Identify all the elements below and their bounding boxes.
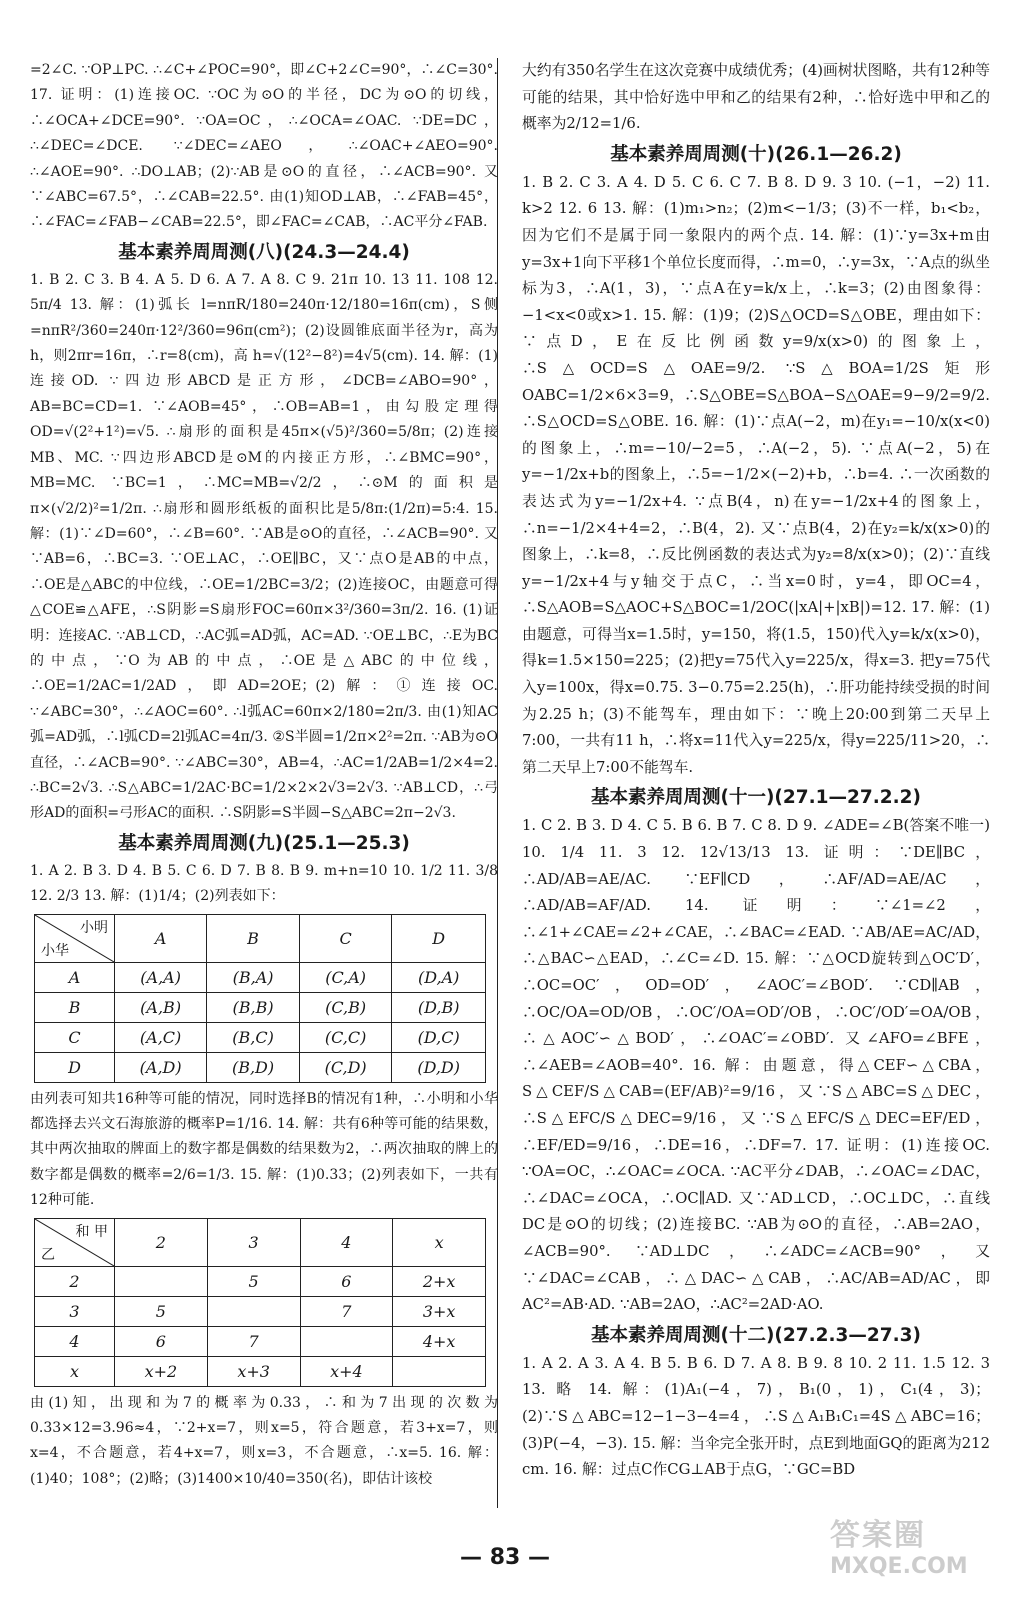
answer-text-ch12: 1. A 2. A 3. A 4. B 5. B 6. D 7. A 8. B 9. 8 10. 2 11. 1.5 12. 3 13. 略 14. 解：(1)A₁(−4，7)，B₁(0，1)，C₁(4，3)；(2)∵S△ABC=12−1−3−4=4，∴S△A₁B₁C₁=4S△ABC=16；(3)P(−4，−3). 15. 解：当伞完全张开时，点E到地面GQ的距离为212 cm. 16. 解：过点C作CG⊥AB于点G，∵GC=BD	[522, 1354, 990, 1479]
table-header-cell: A	[115, 914, 207, 962]
table-corner-cell: 和 甲 乙	[35, 1218, 115, 1266]
table-row: C (A,C) (B,C) (C,C) (D,C)	[35, 1022, 486, 1052]
table-header-cell: 4	[300, 1218, 393, 1266]
answer-text-ch9-d: 大约有350名学生在这次竞赛中成绩优秀；(4)画树状图略，共有12种等可能的结果，其中恰好选中甲和乙的结果有2种，∴恰好选中甲和乙的概率为2/12=1/6.	[522, 62, 990, 133]
table-header-cell: 2	[115, 1218, 208, 1266]
table-row: x x+2 x+3 x+4	[35, 1356, 486, 1386]
table-row: A (A,A) (B,A) (C,A) (D,A)	[35, 962, 486, 992]
answer-text-ch9-b: 由列表可知共16种等可能的情况，同时选择B的情况有1种，∴小明和小华都选择去兴文石海旅游的概率P=1/16. 14. 解：共有6种等可能的结果数，其中两次抽取的牌面上的数字都是偶数的结果数为2，∴两次抽取的牌上的数字都是偶数的概率=2/6=1/3. 15. 解：(1)0.33；(2)列表如下，一共有12种可能.	[30, 1090, 498, 1209]
answer-text-ch9-a: 1. A 2. B 3. D 4. B 5. C 6. D 7. B 8. B 9. m+n=10 10. 1/2 11. 3/8 12. 2/3 13. 解：(1)1/4；(2)列表如下：	[30, 862, 498, 905]
table-header-cell: D	[392, 914, 486, 962]
probability-table-1	[34, 914, 486, 1083]
table-row: 4 6 7 4+x	[35, 1326, 486, 1356]
table-header-cell: x	[393, 1218, 486, 1266]
left-column	[30, 58, 498, 1492]
section-heading-9: 基本素养周周测(九)(25.1—25.3)	[118, 832, 410, 854]
table-row: B (A,B) (B,B) (C,B) (D,B)	[35, 992, 486, 1022]
table-header-cell: B	[207, 914, 300, 962]
section-heading-11: 基本素养周周测(十一)(27.1—27.2.2)	[590, 787, 921, 809]
section-heading-8: 基本素养周周测(八)(24.3—24.4)	[118, 241, 410, 263]
answer-text-ch8: 1. B 2. C 3. B 4. A 5. D 6. A 7. A 8. C 9. 21π 10. 13 11. 108 12. 5π/4 13. 解：(1)弧长 l=nπR/180=240π·12/180=16π(cm)，S侧=nπR²/360=240π·12²/360=96π(cm²)；(2)设圆锥底面半径为r，高为h，则2πr=16π，∴r=8(cm)，高 h=√(12²−8²)=4√5(cm). 14. 解：(1)连接OD. ∵四边形ABCD是正方形，∠DCB=∠ABO=90°，AB=BC=CD=1. ∵∠AOB=45°，∴OB=AB=1，由勾股定理得OD=√(2²+1²)=√5. ∴扇形的面积是45π×(√5)²/360=5/8π；(2)连接MB、MC. ∵四边形ABCD是⊙M的内接正方形，∴∠BMC=90°，MB=MC. ∵BC=1，∴MC=MB=√2/2，∴⊙M的面积是π×(√2/2)²=1/2π. ∴扇形和圆形纸板的面积比是5/8π:(1/2π)=5:4. 15. 解：(1)∵∠D=60°，∴∠B=60°. ∵AB是⊙O的直径，∴∠ACB=90°. 又∵AB=6，∴BC=3. ∵OE⊥AC，∴OE∥BC，又∵点O是AB的中点，∴OE是△ABC的中位线，∴OE=1/2BC=3/2；(2)连接OC，由题意可得△COE≌△AFE，∴S阴影=S扇形FOC=60π×3²/360=3π/2. 16. (1)证明：连接AC. ∵AB⊥CD，∴AC弧=AD弧，AC=AD. ∵OE⊥BC，∴E为BC的中点，∵O为AB的中点，∴OE是△ABC的中位线，∴OE=1/2AC=1/2AD，即AD=2OE；(2)解：①连接OC. ∵∠ABC=30°，∴∠AOC=60°. ∴l弧AC=60π×2/180=2π/3. 由(1)知AC弧=AD弧，∴l弧CD=2l弧AC=4π/3. ②S半圆=1/2π×2²=2π. ∵AB为⊙O直径，∴∠ACB=90°. ∵∠ABC=30°，AB=4，∴AC=1/2AB=1/2×4=2. ∴BC=2√3. ∴S△ABC=1/2AC·BC=1/2×2×2√3=2√3. ∵AB⊥CD，∴弓形AD的面积=弓形AC的面积. ∴S阴影=S半圆−S△ABC=2π−2√3.	[30, 271, 498, 822]
section-heading-10: 基本素养周周测(十)(26.1—26.2)	[610, 143, 902, 165]
table-header-cell: C	[299, 914, 391, 962]
table-corner-cell: 小明 小华	[35, 914, 115, 962]
table-row: 2 5 6 2+x	[35, 1266, 486, 1296]
answer-text-ch7-end: =2∠C. ∵OP⊥PC. ∴∠C+∠POC=90°，即∠C+2∠C=90°，∴∠C=30°. 17. 证明：(1)连接OC. ∵OC为⊙O的半径，DC为⊙O的切线，∴∠OCA+∠DCE=90°. ∵OA=OC，∴∠OCA=∠OAC. ∵DE=DC，∴∠DEC=∠DCE. ∵∠DEC=∠AEO，∴∠OAC+∠AEO=90°. ∴∠AOE=90°. ∴DO⊥AB；(2)∵AB是⊙O的直径，∴∠ACB=90°. 又∵∠ABC=67.5°，∴∠CAB=22.5°. 由(1)知OD⊥AB，∴∠FAB=45°，∴∠FAC=∠FAB−∠CAB=22.5°，即∠FAC=∠CAB，∴AC平分∠FAB.	[30, 62, 498, 231]
watermark-logo: 答案圈 MXQE.COM	[830, 1518, 968, 1579]
page-number: — 83 —	[460, 1545, 550, 1570]
table-row: D (A,D) (B,D) (C,D) (D,D)	[35, 1052, 486, 1082]
answer-text-ch9-c: 由(1)知，出现和为7的概率为0.33，∴和为7出现的次数为0.33×12=3.96≈4，∵2+x=7，则x=5，符合题意，若3+x=7，则x=4，不合题意，若4+x=7，则x=3，不合题意，∴x=5. 16. 解：(1)40；108°；(2)略；(3)1400×10/40=350(名)，即估计该校	[30, 1394, 498, 1487]
table-header-cell: 3	[207, 1218, 300, 1266]
right-column	[522, 58, 990, 1484]
table-row: 3 5 7 3+x	[35, 1296, 486, 1326]
section-heading-12: 基本素养周周测(十二)(27.2.3—27.3)	[590, 1324, 921, 1346]
answer-text-ch10: 1. B 2. C 3. A 4. D 5. C 6. C 7. B 8. D 9. 3 10. (−1，−2) 11. k>2 12. 6 13. 解：(1)m₁>n₂；(2)m<−1/3；(3)不一样，b₁<b₂，因为它们不是属于同一象限内的两个点. 14. 解：(1)∵y=3x+m由y=3x+1向下平移1个单位长度而得，∴m=0，∴y=3x，∵A点的纵坐标为3，∴A(1，3)，∵点A在y=k/x上，∴k=3；(2)由图象得：−1<x<0或x>1. 15. 解：(1)9；(2)S△OCD=S△OBE，理由如下：∵点D，E在反比例函数y=9/x(x>0)的图象上，∴S△OCD=S△OAE=9/2. ∵S△BOA=1/2S矩形OABC=1/2×6×3=9，∴S△OBE=S△BOA−S△OAE=9−9/2=9/2. ∴S△OCD=S△OBE. 16. 解：(1)∵点A(−2，m)在y₁=−10/x(x<0)的图象上，∴m=−10/−2=5，∴A(−2，5). ∵点A(−2，5)在y=−1/2x+b的图象上，∴5=−1/2×(−2)+b，∴b=4. ∴一次函数的表达式为y=−1/2x+4. ∵点B(4，n)在y=−1/2x+4的图象上，∴n=−1/2×4+4=2，∴B(4，2). 又∵点B(4，2)在y₂=k/x(x>0)的图象上，∴k=8，∴反比例函数的表达式为y₂=8/x(x>0)；(2)∵直线y=−1/2x+4与y轴交于点C，∴当x=0时，y=4，即OC=4，∴S△AOB=S△AOC+S△BOC=1/2OC(|xA|+|xB|)=12. 17. 解：(1)由题意，可得当x=1.5时，y=150，将(1.5，150)代入y=k/x(x>0)，得k=1.5×150=225；(2)把y=75代入y=225/x，得x=3. 把y=75代入y=100x，得x=0.75. 3−0.75=2.25(h)，∴肝功能持续受损的时间为2.25 h；(3)不能驾车，理由如下：∵晚上20:00到第二天早上7:00，一共有11 h，∴将x=11代入y=225/x，得y=225/11>20，∴第二天早上7:00不能驾车.	[522, 173, 990, 776]
sum-table-2	[34, 1218, 486, 1387]
answer-text-ch11: 1. C 2. B 3. D 4. C 5. B 6. B 7. C 8. D 9. ∠ADE=∠B(答案不唯一) 10. 1/4 11. 3 12. 12√13/13 13. 证明：∵DE∥BC，∴AD/AB=AE/AC. ∵EF∥CD，∴AF/AD=AE/AC，∴AD/AB=AF/AD. 14. 证明：∵∠1=∠2，∴∠1+∠CAE=∠2+∠CAE，∴∠BAC=∠EAD. ∵AB/AE=AC/AD，∴△BAC∽△EAD，∴∠C=∠D. 15. 解：∵△OCD旋转到△OC′D′，∴OC=OC′，OD=OD′，∠AOC′=∠BOD′. ∵CD∥AB，∴OC/OA=OD/OB，∴OC′/OA=OD′/OB，∴OC′/OD′=OA/OB，∴△AOC′∽△BOD′，∴∠OAC′=∠OBD′. 又∠AFO=∠BFE，∴∠AEB=∠AOB=40°. 16. 解：由题意，得△CEF∽△CBA，S△CEF/S△CAB=(EF/AB)²=9/16，又∵S△ABC=S△DEC，∴S△EFC/S△DEC=9/16，又∵S△EFC/S△DEC=EF/ED，∴EF/ED=9/16，∴DE=16，∴DF=7. 17. 证明：(1)连接OC. ∵OA=OC，∴∠OAC=∠OCA. ∵AC平分∠DAB，∴∠OAC=∠DAC，∴∠DAC=∠OCA，∴OC∥AD. 又∵AD⊥CD，∴OC⊥DC，∴直线DC是⊙O的切线；(2)连接BC. ∵AB为⊙O的直径，∴AB=2AO，∠ACB=90°. ∵AD⊥DC，∴∠ADC=∠ACB=90°，又∵∠DAC=∠CAB，∴△DAC∽△CAB，∴AC/AB=AD/AC，即AC²=AB·AD. ∵AB=2AO，∴AC²=2AD·AO.	[522, 817, 990, 1314]
